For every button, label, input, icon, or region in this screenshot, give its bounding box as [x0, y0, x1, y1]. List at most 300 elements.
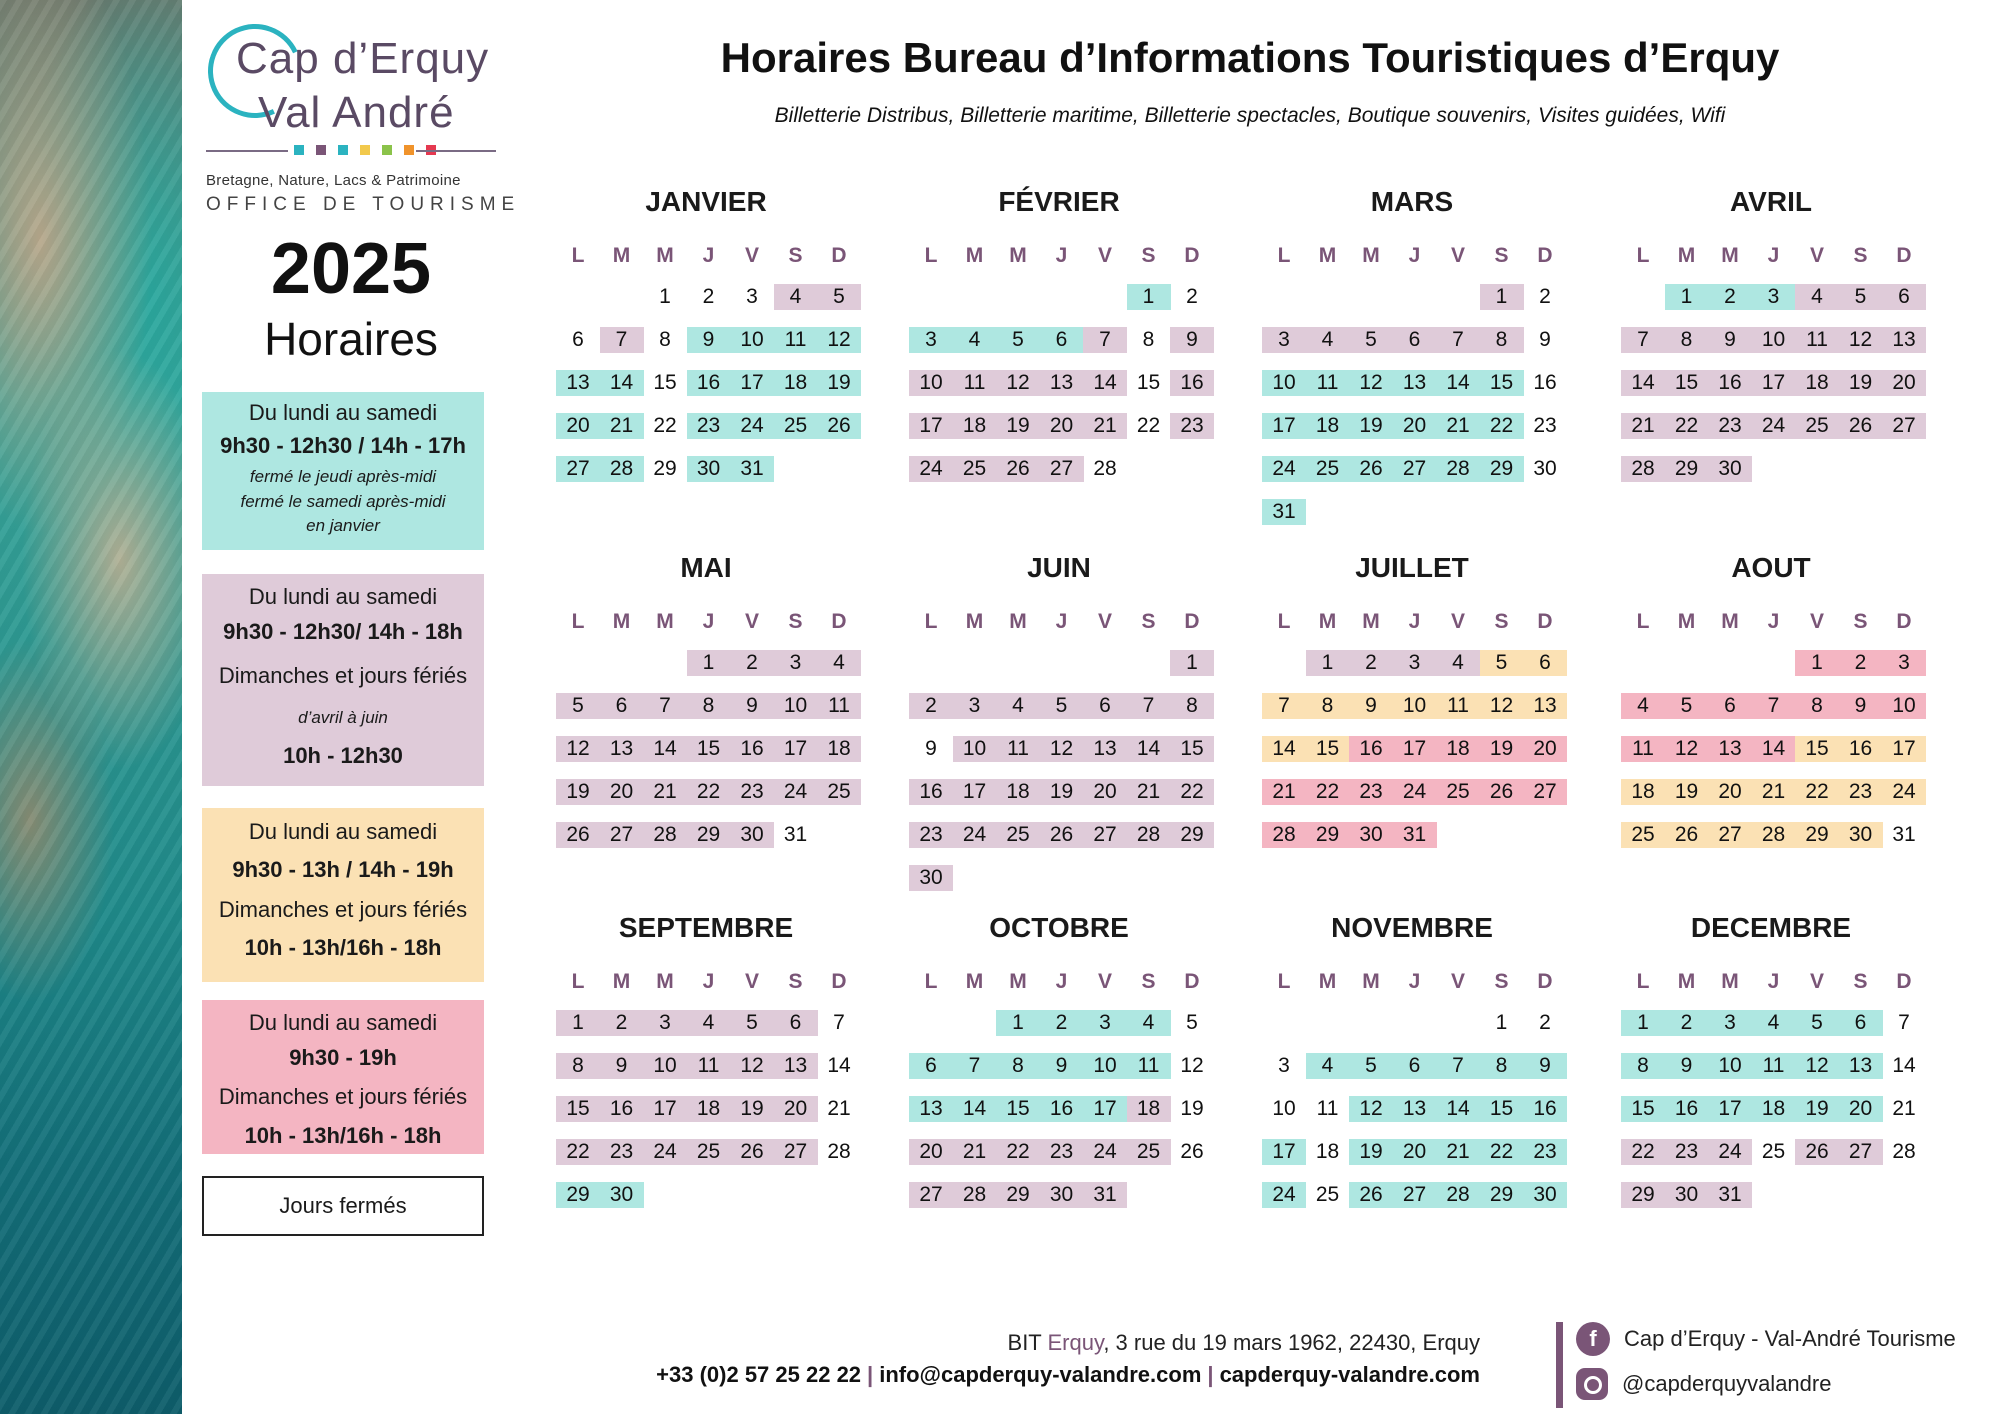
day-cell: 28: [953, 1182, 997, 1208]
weekday-header: M: [656, 244, 674, 267]
day-cell: 15: [1480, 1096, 1524, 1122]
weekday-header: M: [612, 244, 631, 267]
weekday-header: M: [1721, 970, 1739, 993]
day-cell: 19: [556, 779, 600, 805]
day-cell: 5: [730, 1010, 774, 1036]
day-cell: 19: [1665, 779, 1709, 805]
day-cell: 5: [996, 327, 1040, 353]
day-cell: 20: [1839, 1096, 1883, 1122]
day-cell: 20: [1083, 779, 1127, 805]
day-cell: 3: [1393, 650, 1437, 676]
weekday-header: L: [571, 244, 585, 267]
day-cell: 17: [1083, 1096, 1127, 1122]
day-cell: 22: [1795, 779, 1839, 805]
phone[interactable]: +33 (0)2 57 25 22 22: [656, 1362, 862, 1387]
footer-divider: [1556, 1322, 1563, 1408]
day-cell: 3: [1278, 1054, 1290, 1077]
day-cell: 30: [1523, 1182, 1567, 1208]
weekday-header: S: [1853, 244, 1868, 267]
day-cell: 2: [1708, 284, 1752, 310]
day-cell: 19: [1349, 413, 1393, 439]
day-cell: 17: [643, 1096, 687, 1122]
day-cell: 4: [687, 1010, 731, 1036]
logo-line1: Cap d’Erquy: [236, 34, 490, 83]
logo-dot: [404, 145, 414, 155]
legend-line: Dimanches et jours fériés: [218, 1084, 468, 1109]
facebook-link[interactable]: [1576, 1322, 1956, 1356]
day-cell: 30: [1665, 1182, 1709, 1208]
day-cell: 26: [1349, 456, 1393, 482]
day-cell: 23: [1839, 779, 1883, 805]
day-cell: 28: [1093, 457, 1117, 480]
day-cell: 14: [953, 1096, 997, 1122]
legend-line: 9h30 - 13h / 14h - 19h: [232, 857, 454, 882]
instagram-link[interactable]: [1576, 1368, 1831, 1400]
weekday-header: M: [965, 970, 984, 993]
legend-line: Du lundi au samedi: [248, 584, 438, 609]
day-cell: 12: [1839, 327, 1883, 353]
day-cell: 20: [1393, 413, 1437, 439]
weekday-header: J: [702, 610, 715, 633]
day-cell: 30: [1839, 822, 1883, 848]
day-cell: 23: [909, 822, 953, 848]
day-cell: 23: [687, 413, 731, 439]
day-cell: 23: [1708, 413, 1752, 439]
day-cell: 25: [1436, 779, 1480, 805]
weekday-header: D: [831, 970, 847, 993]
legend-line: 9h30 - 12h30/ 14h - 18h: [223, 619, 463, 644]
day-cell: 10: [1752, 327, 1796, 353]
logo-rule-left: [206, 150, 288, 152]
day-cell: 30: [687, 456, 731, 482]
day-cell: 13: [1393, 1096, 1437, 1122]
weekday-header: S: [1853, 610, 1868, 633]
day-cell: 14: [643, 736, 687, 762]
day-cell: 10: [1262, 370, 1306, 396]
day-cell: 4: [1306, 1053, 1350, 1079]
legend-line: en janvier: [306, 516, 380, 535]
day-cell: 9: [925, 737, 937, 760]
logo-color-dots: [294, 145, 436, 155]
day-cell: 15: [1795, 736, 1839, 762]
day-cell: 14: [600, 370, 644, 396]
day-cell: 7: [833, 1011, 845, 1034]
month-novembre: [1262, 912, 1562, 1212]
day-cell: 13: [1393, 370, 1437, 396]
weekday-header: D: [1184, 970, 1200, 993]
day-cell: 8: [1480, 327, 1524, 353]
day-cell: 17: [1262, 1139, 1306, 1165]
day-cell: 11: [1127, 1053, 1171, 1079]
day-cell: 5: [1349, 327, 1393, 353]
day-cell: 2: [1186, 285, 1198, 308]
day-cell: 22: [687, 779, 731, 805]
month-name: AOUT: [1731, 552, 1811, 583]
logo-rule-right: [416, 150, 496, 152]
day-cell: 27: [1882, 413, 1926, 439]
day-cell: 5: [556, 693, 600, 719]
day-cell: 12: [817, 327, 861, 353]
day-cell: 1: [1127, 284, 1171, 310]
day-cell: 9: [1170, 327, 1214, 353]
day-cell: 6: [1393, 1053, 1437, 1079]
weekday-header: M: [1362, 610, 1380, 633]
day-cell: 1: [1665, 284, 1709, 310]
day-cell: 13: [556, 370, 600, 396]
day-cell: 16: [1349, 736, 1393, 762]
legend-line: d’avril à juin: [298, 708, 388, 727]
legend-line: Dimanches et jours fériés: [218, 897, 468, 922]
day-cell: 23: [730, 779, 774, 805]
weekday-header: L: [924, 610, 938, 633]
logo-dot: [316, 145, 326, 155]
weekday-header: J: [702, 244, 715, 267]
weekday-header: J: [1055, 970, 1068, 993]
day-cell: 26: [1795, 1139, 1839, 1165]
day-cell: 12: [1349, 1096, 1393, 1122]
weekday-header: V: [744, 970, 759, 993]
day-cell: 20: [556, 413, 600, 439]
day-cell: 22: [1170, 779, 1214, 805]
day-cell: 14: [1752, 736, 1796, 762]
day-cell: 8: [1480, 1053, 1524, 1079]
day-cell: 31: [783, 823, 808, 846]
day-cell: 16: [1708, 370, 1752, 396]
legend-line: Dimanches et jours fériés: [218, 663, 468, 688]
legend-box-teal: [202, 392, 484, 550]
weekday-header: M: [1721, 244, 1739, 267]
weekday-header: V: [1450, 970, 1465, 993]
day-cell: 18: [996, 779, 1040, 805]
day-cell: 27: [909, 1182, 953, 1208]
day-cell: 21: [1262, 779, 1306, 805]
day-cell: 7: [1083, 327, 1127, 353]
day-cell: 29: [1480, 1182, 1524, 1208]
weekday-header: M: [1318, 610, 1337, 633]
weekday-header: V: [1809, 244, 1824, 267]
day-cell: 9: [1523, 1053, 1567, 1079]
day-cell: 10: [774, 693, 818, 719]
weekday-header: M: [965, 244, 984, 267]
day-cell: 12: [1480, 693, 1524, 719]
day-cell: 3: [774, 650, 818, 676]
footer-contact: [600, 1362, 1480, 1388]
day-cell: 28: [1262, 822, 1306, 848]
month-decembre: [1621, 912, 1921, 1212]
day-cell: 31: [730, 456, 774, 482]
month-name: DECEMBRE: [1690, 912, 1852, 943]
month-septembre: [556, 912, 856, 1212]
day-cell: 23: [1665, 1139, 1709, 1165]
day-cell: 11: [774, 327, 818, 353]
day-cell: 15: [1170, 736, 1214, 762]
day-cell: 26: [1180, 1140, 1204, 1163]
day-cell: 6: [600, 693, 644, 719]
legend-line: 9h30 - 12h30 / 14h - 17h: [220, 433, 466, 458]
day-cell: 28: [1752, 822, 1796, 848]
legend-box-none: [202, 1176, 484, 1236]
day-cell: 21: [827, 1097, 851, 1120]
month-name: OCTOBRE: [989, 912, 1129, 943]
weekday-header: D: [1896, 610, 1912, 633]
day-cell: 20: [600, 779, 644, 805]
weekday-header: S: [1141, 610, 1156, 633]
day-cell: 29: [687, 822, 731, 848]
day-cell: 12: [1040, 736, 1084, 762]
day-cell: 2: [1040, 1010, 1084, 1036]
day-cell: 20: [1708, 779, 1752, 805]
day-cell: 28: [600, 456, 644, 482]
weekday-header: L: [1277, 610, 1291, 633]
day-cell: 15: [1480, 370, 1524, 396]
horaires-heading: Horaires: [264, 313, 438, 365]
day-cell: 18: [1315, 1140, 1340, 1163]
day-cell: 19: [1180, 1097, 1204, 1120]
legend-line: 10h - 13h/16h - 18h: [244, 935, 442, 960]
legend-line: 10h - 12h30: [283, 743, 403, 768]
day-cell: 30: [1349, 822, 1393, 848]
day-cell: 25: [953, 456, 997, 482]
legend-line: fermé le samedi après-midi: [240, 492, 446, 511]
day-cell: 2: [1665, 1010, 1709, 1036]
day-cell: 11: [953, 370, 997, 396]
weekday-header: V: [1097, 244, 1112, 267]
day-cell: 29: [1170, 822, 1214, 848]
day-cell: 3: [953, 693, 997, 719]
day-cell: 13: [1708, 736, 1752, 762]
day-cell: 2: [1349, 650, 1393, 676]
email-link[interactable]: info@capderquy-valandre.com: [879, 1362, 1202, 1387]
day-cell: 26: [1040, 822, 1084, 848]
day-cell: 6: [1882, 284, 1926, 310]
day-cell: 10: [730, 327, 774, 353]
day-cell: 10: [1083, 1053, 1127, 1079]
day-cell: 8: [1665, 327, 1709, 353]
coastal-photo: [0, 0, 182, 1414]
month-name: JUIN: [1027, 552, 1091, 583]
weekday-header: V: [1809, 610, 1824, 633]
legend-line: Du lundi au samedi: [248, 819, 438, 844]
day-cell: 27: [1040, 456, 1084, 482]
day-cell: 14: [827, 1054, 851, 1077]
day-cell: 2: [909, 693, 953, 719]
day-cell: 13: [909, 1096, 953, 1122]
month-juin: [909, 552, 1209, 889]
day-cell: 15: [1306, 736, 1350, 762]
day-cell: 19: [817, 370, 861, 396]
month-name: JUILLET: [1355, 552, 1469, 583]
day-cell: 21: [1083, 413, 1127, 439]
day-cell: 19: [730, 1096, 774, 1122]
day-cell: 4: [1436, 650, 1480, 676]
weekday-header: M: [1721, 610, 1739, 633]
day-cell: 26: [817, 413, 861, 439]
day-cell: 18: [1306, 413, 1350, 439]
day-cell: 8: [1795, 693, 1839, 719]
day-cell: 17: [1882, 736, 1926, 762]
day-cell: 1: [996, 1010, 1040, 1036]
day-cell: 21: [1752, 779, 1796, 805]
day-cell: 9: [1708, 327, 1752, 353]
website-link[interactable]: capderquy-valandre.com: [1219, 1362, 1480, 1387]
day-cell: 8: [996, 1053, 1040, 1079]
day-cell: 31: [1393, 822, 1437, 848]
day-cell: 21: [643, 779, 687, 805]
logo-office: OFFICE DE TOURISME: [206, 194, 521, 215]
day-cell: 4: [996, 693, 1040, 719]
day-cell: 24: [643, 1139, 687, 1165]
address-rest: , 3 rue du 19 mars 1962, 22430, Erquy: [1103, 1330, 1480, 1355]
weekday-header: S: [788, 244, 803, 267]
day-cell: 2: [600, 1010, 644, 1036]
day-cell: 11: [1752, 1053, 1796, 1079]
day-cell: 16: [1665, 1096, 1709, 1122]
page-title: Horaires Bureau d’Informations Touristiques d’Erquy: [720, 34, 1780, 81]
day-cell: 31: [1262, 499, 1306, 525]
day-cell: 30: [730, 822, 774, 848]
month-name: FÉVRIER: [998, 186, 1120, 217]
day-cell: 29: [1621, 1182, 1665, 1208]
day-cell: 23: [1349, 779, 1393, 805]
weekday-header: V: [1097, 970, 1112, 993]
weekday-header: V: [1809, 970, 1824, 993]
weekday-header: S: [1141, 970, 1156, 993]
weekday-header: M: [656, 610, 674, 633]
year: 2025: [270, 229, 432, 309]
day-cell: 10: [953, 736, 997, 762]
day-cell: 11: [1306, 370, 1350, 396]
day-cell: 17: [730, 370, 774, 396]
day-cell: 27: [600, 822, 644, 848]
day-cell: 22: [1136, 414, 1161, 437]
day-cell: 28: [1892, 1140, 1916, 1163]
day-cell: 3: [909, 327, 953, 353]
day-cell: 22: [1480, 1139, 1524, 1165]
day-cell: 15: [653, 371, 677, 394]
weekday-header: D: [1184, 244, 1200, 267]
day-cell: 16: [1533, 371, 1557, 394]
day-cell: 13: [1882, 327, 1926, 353]
day-cell: 25: [817, 779, 861, 805]
day-cell: 9: [1665, 1053, 1709, 1079]
day-cell: 27: [1708, 822, 1752, 848]
weekday-header: J: [1767, 610, 1780, 633]
day-cell: 12: [1180, 1054, 1204, 1077]
weekday-header: D: [1537, 244, 1553, 267]
day-cell: 21: [1892, 1097, 1916, 1120]
weekday-header: V: [744, 610, 759, 633]
weekday-header: D: [1537, 970, 1553, 993]
day-cell: 10: [909, 370, 953, 396]
legend-line: Du lundi au samedi: [248, 400, 438, 425]
day-cell: 22: [1306, 779, 1350, 805]
month-octobre: [909, 912, 1209, 1212]
weekday-header: M: [1677, 610, 1696, 633]
separator: |: [1207, 1362, 1214, 1387]
day-cell: 11: [996, 736, 1040, 762]
day-cell: 27: [1839, 1139, 1883, 1165]
logo-dot: [382, 145, 392, 155]
day-cell: 5: [1839, 284, 1883, 310]
weekday-header: D: [831, 244, 847, 267]
weekday-header: S: [1494, 244, 1509, 267]
day-cell: 24: [1393, 779, 1437, 805]
day-cell: 15: [1621, 1096, 1665, 1122]
weekday-header: L: [1636, 610, 1650, 633]
day-cell: 6: [1708, 693, 1752, 719]
day-cell: 29: [1480, 456, 1524, 482]
weekday-header: M: [965, 610, 984, 633]
day-cell: 5: [1040, 693, 1084, 719]
day-cell: 31: [1892, 823, 1916, 846]
weekday-header: D: [1896, 970, 1912, 993]
day-cell: 9: [1839, 693, 1883, 719]
day-cell: 18: [687, 1096, 731, 1122]
legend-box-orange: [202, 808, 484, 982]
logo-dot: [338, 145, 348, 155]
day-cell: 3: [1708, 1010, 1752, 1036]
day-cell: 6: [774, 1010, 818, 1036]
day-cell: 23: [600, 1139, 644, 1165]
day-cell: 13: [1523, 693, 1567, 719]
day-cell: 16: [909, 779, 953, 805]
day-cell: 11: [1316, 1097, 1339, 1120]
day-cell: 24: [1262, 1182, 1306, 1208]
day-cell: 21: [600, 413, 644, 439]
day-cell: 25: [1795, 413, 1839, 439]
weekday-header: M: [1009, 610, 1027, 633]
day-cell: 8: [1170, 693, 1214, 719]
day-cell: 31: [1083, 1182, 1127, 1208]
day-cell: 4: [1795, 284, 1839, 310]
day-cell: 30: [1708, 456, 1752, 482]
day-cell: 23: [1533, 414, 1557, 437]
day-cell: 23: [1170, 413, 1214, 439]
weekday-header: L: [571, 970, 585, 993]
weekday-header: L: [1277, 970, 1291, 993]
day-cell: 6: [909, 1053, 953, 1079]
weekday-header: M: [612, 610, 631, 633]
day-cell: 14: [1262, 736, 1306, 762]
day-cell: 18: [774, 370, 818, 396]
day-cell: 1: [1306, 650, 1350, 676]
day-cell: 14: [1436, 1096, 1480, 1122]
day-cell: 15: [1136, 371, 1161, 394]
instagram-icon: [1576, 1368, 1608, 1400]
day-cell: 25: [687, 1139, 731, 1165]
legend-line: fermé le jeudi après-midi: [249, 467, 437, 486]
day-cell: 1: [1170, 650, 1214, 676]
weekday-header: J: [1767, 970, 1780, 993]
logo: [206, 22, 521, 215]
day-cell: 24: [730, 413, 774, 439]
day-cell: 4: [1127, 1010, 1171, 1036]
day-cell: 25: [996, 822, 1040, 848]
day-cell: 3: [1882, 650, 1926, 676]
day-cell: 6: [572, 328, 584, 351]
weekday-header: M: [656, 970, 674, 993]
day-cell: 2: [1539, 1011, 1551, 1034]
day-cell: 18: [1752, 1096, 1796, 1122]
day-cell: 30: [909, 865, 953, 891]
weekday-header: M: [1677, 970, 1696, 993]
day-cell: 22: [1480, 413, 1524, 439]
day-cell: 22: [1621, 1139, 1665, 1165]
day-cell: 1: [1621, 1010, 1665, 1036]
day-cell: 17: [1262, 413, 1306, 439]
legend-line: 9h30 - 19h: [289, 1045, 397, 1070]
weekday-header: S: [788, 970, 803, 993]
